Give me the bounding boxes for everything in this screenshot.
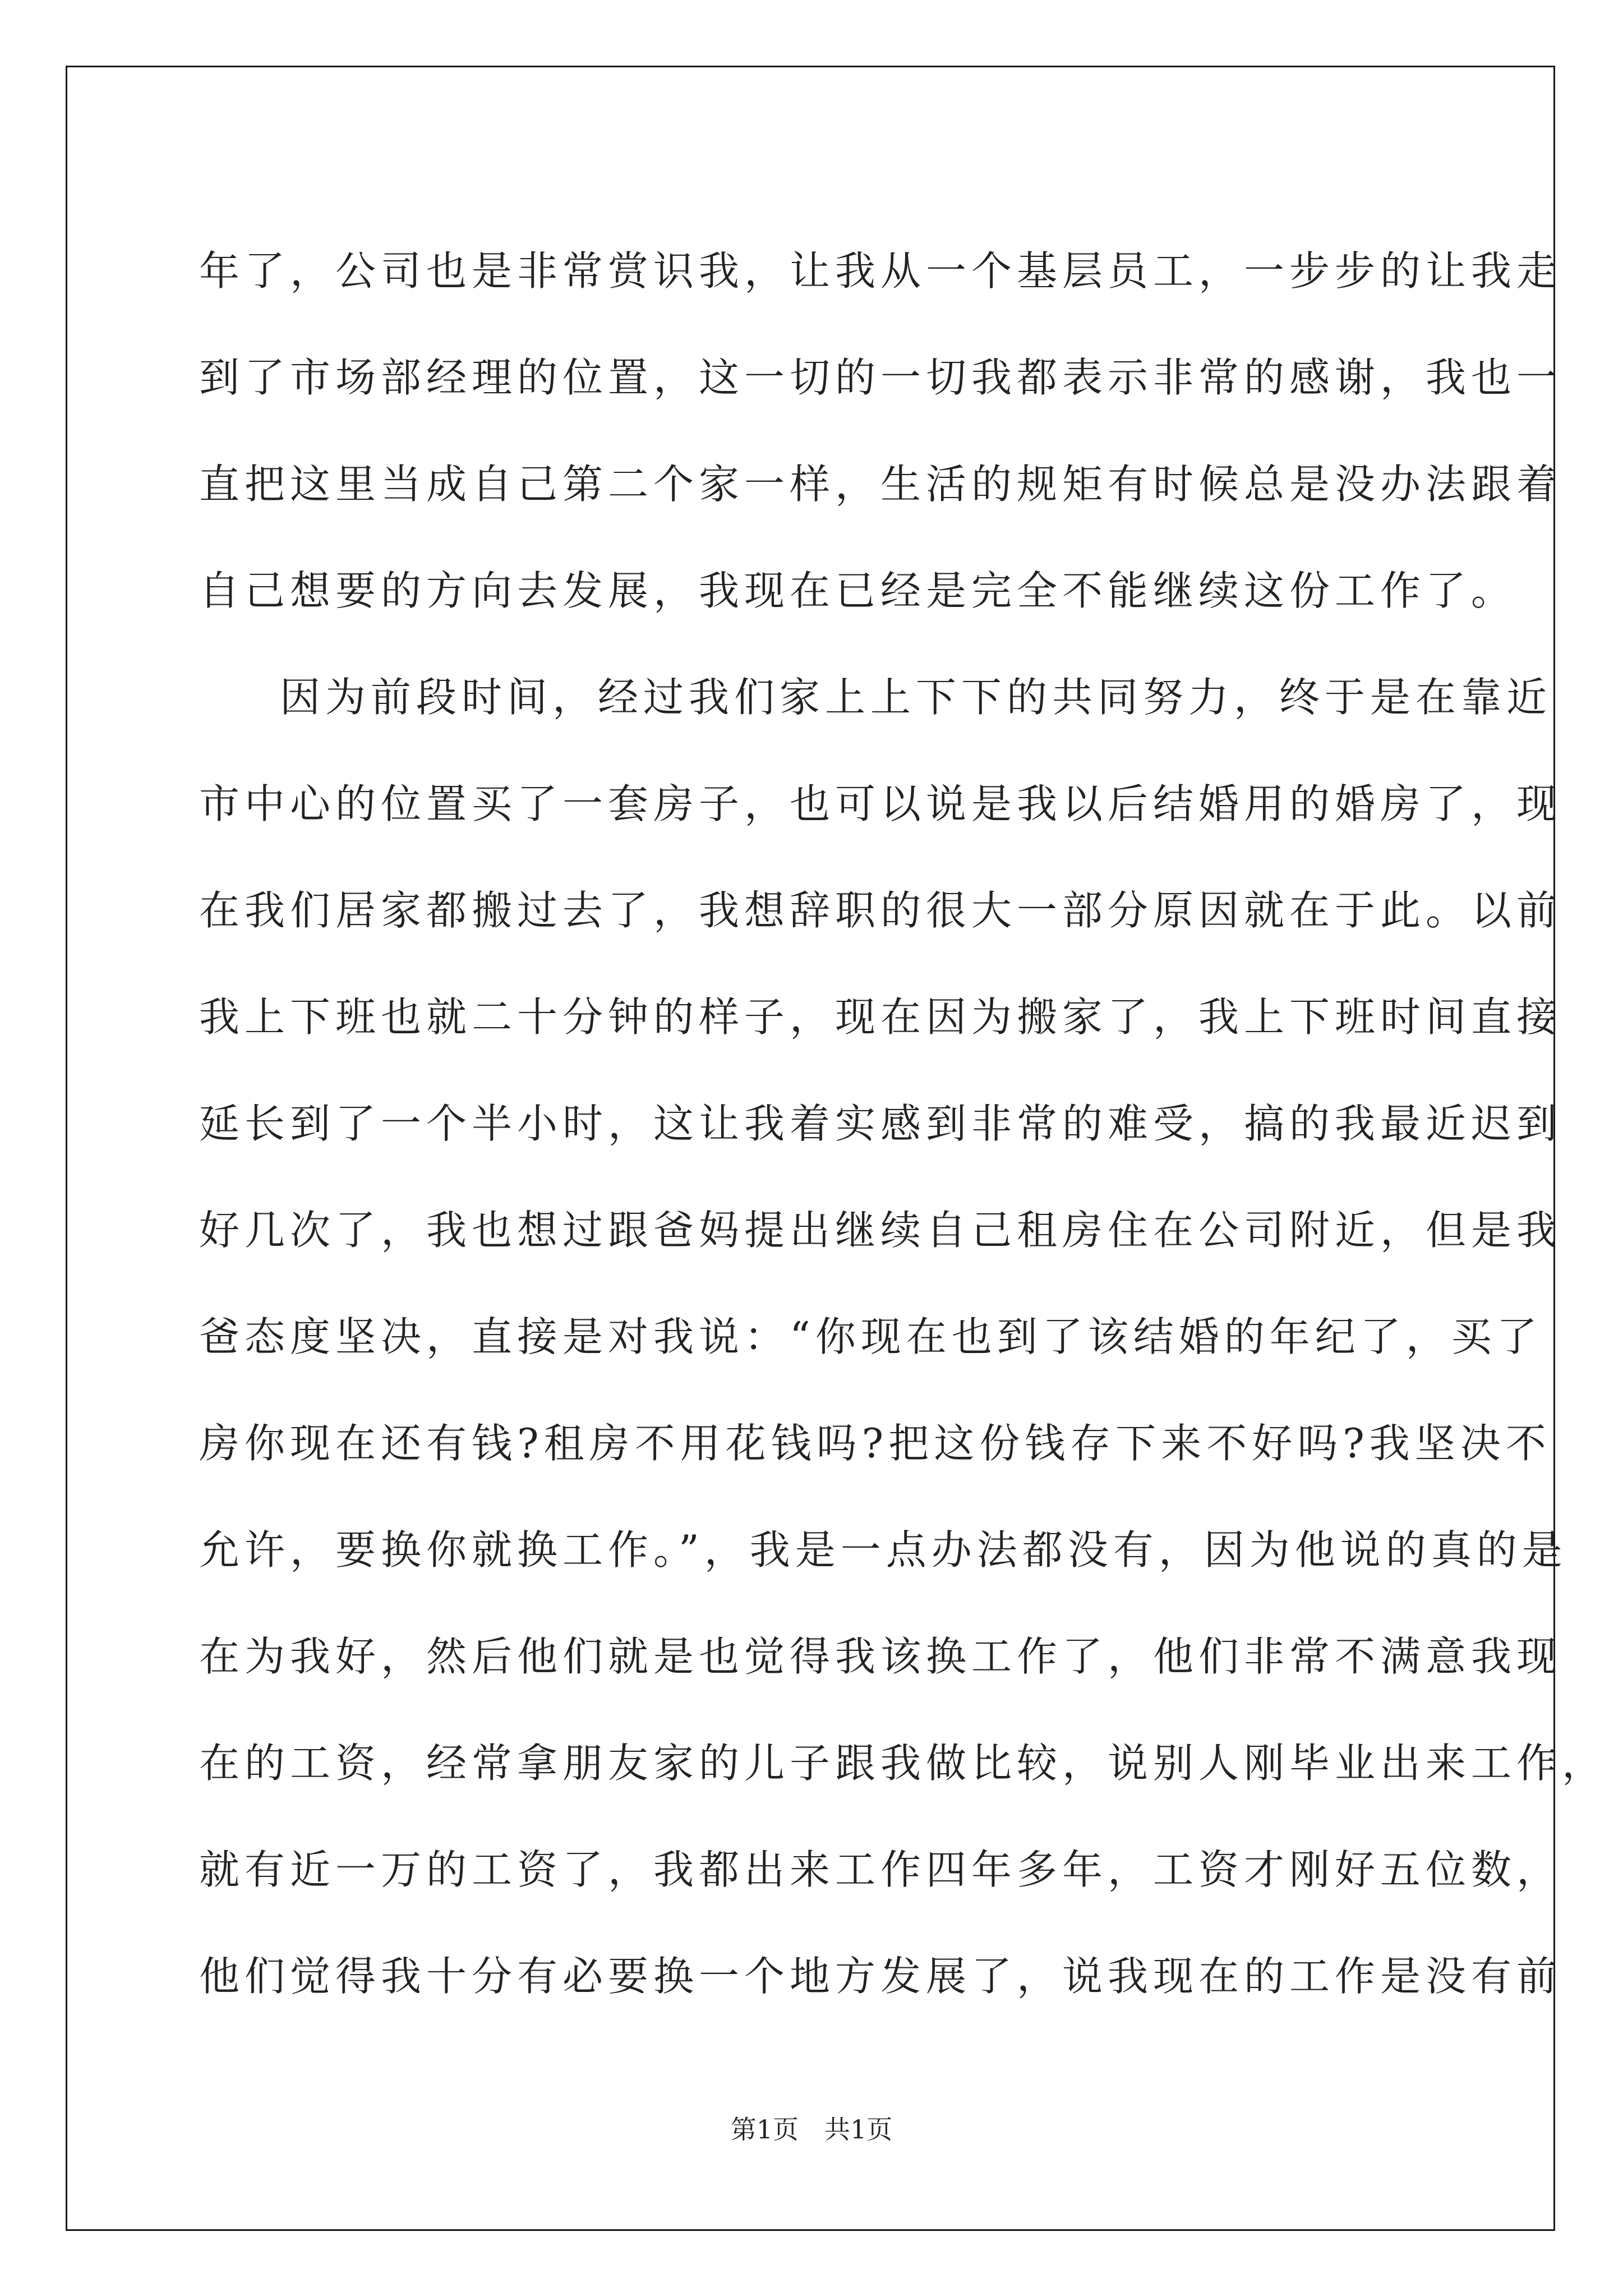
- text-line: 直把这里当成自己第二个家一样，生活的规矩有时候总是没办法跟着: [199, 461, 1562, 508]
- text-line: 允许，要换你就换工作。”，我是一点办法都没有，因为他说的真的是: [199, 1526, 1567, 1573]
- text-line: 年了，公司也是非常赏识我，让我从一个基层员工，一步步的让我走: [199, 247, 1562, 295]
- text-line: 市中心的位置买了一套房子，也可以说是我以后结婚用的婚房了，现: [199, 780, 1562, 827]
- text-line: 就有近一万的工资了，我都出来工作四年多年，工资才刚好五位数，: [199, 1846, 1562, 1893]
- text-line: 爸态度坚决，直接是对我说：“你现在也到了该结婚的年纪了，买了: [199, 1313, 1542, 1360]
- text-line: 他们觉得我十分有必要换一个地方发展了，说我现在的工作是没有前: [199, 1953, 1562, 2000]
- text-line: 在的工资，经常拿朋友家的儿子跟我做比较，说别人刚毕业出来工作，: [199, 1740, 1608, 1787]
- text-line: 房你现在还有钱?租房不用花钱吗?把这份钱存下来不好吗?我坚决不: [199, 1420, 1551, 1467]
- text-line-paragraph-start: 因为前段时间，经过我们家上上下下的共同努力，终于是在靠近: [280, 674, 1552, 721]
- text-line: 到了市场部经理的位置，这一切的一切我都表示非常的感谢，我也一: [199, 354, 1562, 401]
- page-number-footer: 第1页 共1页: [730, 2114, 893, 2145]
- text-line: 在为我好，然后他们就是也觉得我该换工作了，他们非常不满意我现: [199, 1633, 1562, 1680]
- text-line: 我上下班也就二十分钟的样子，现在因为搬家了，我上下班时间直接: [199, 993, 1562, 1041]
- document-body: [199, 218, 1608, 2030]
- text-line: 在我们居家都搬过去了，我想辞职的很大一部分原因就在于此。以前: [199, 887, 1562, 934]
- text-line: 延长到了一个半小时，这让我着实感到非常的难受，搞的我最近迟到: [199, 1100, 1562, 1147]
- text-line: 自己想要的方向去发展，我现在已经是完全不能继续这份工作了。: [199, 567, 1517, 614]
- text-line: 好几次了，我也想过跟爸妈提出继续自己租房住在公司附近，但是我: [199, 1207, 1562, 1254]
